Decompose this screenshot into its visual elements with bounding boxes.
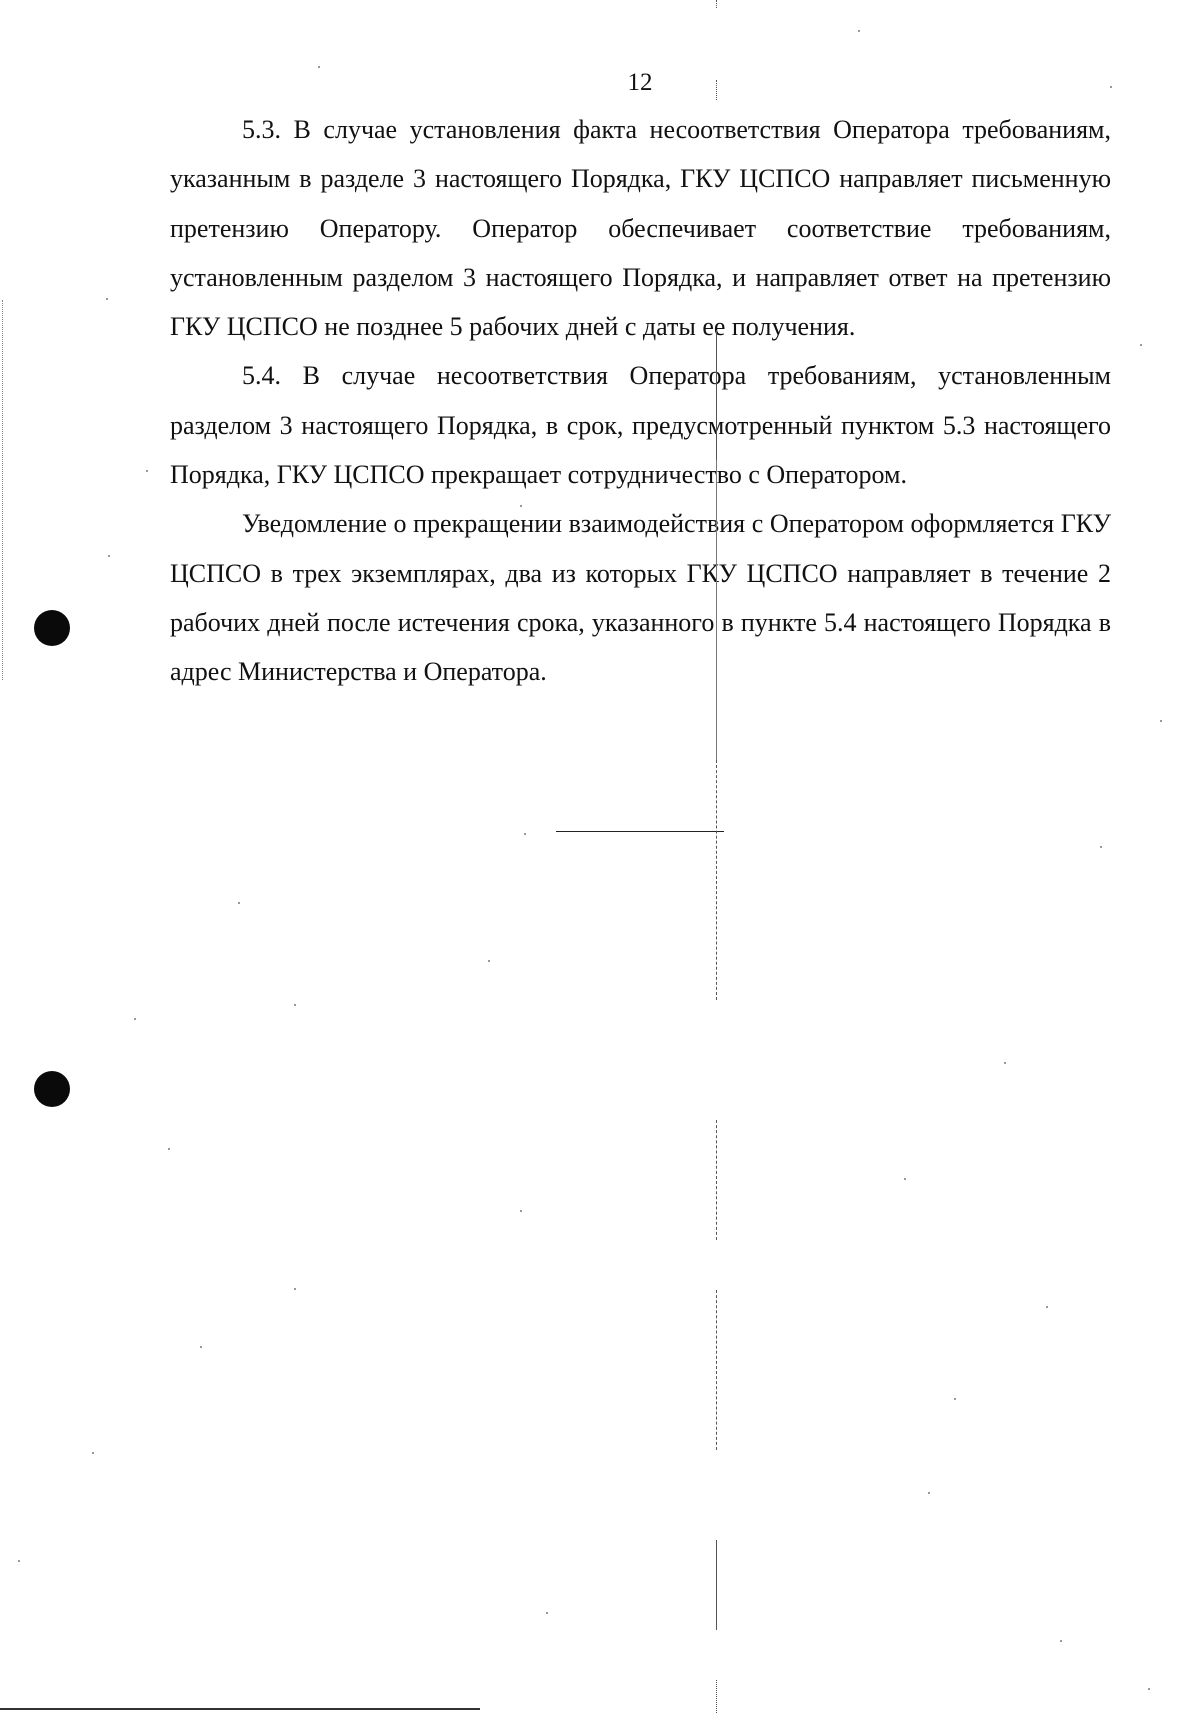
scan-speck: [488, 960, 490, 962]
scan-speck: [858, 30, 860, 32]
scan-speck: [904, 1178, 906, 1180]
scan-speck: [1004, 1062, 1006, 1064]
scan-speck: [928, 1492, 930, 1494]
scan-streak: [716, 1120, 717, 1240]
scan-speck: [1160, 720, 1162, 722]
paragraph-notification: Уведомление о прекращении взаимодействия с Оператором оформляется ГКУ ЦСПСО в трех экземплярах, два из которых ГКУ ЦСПСО направляет в течение 2 рабочих дней после истечения срока, указанного в пункте 5.4 настоящего Порядка в адрес Министерства и Оператора.: [170, 509, 1111, 687]
scan-speck: [1148, 1688, 1150, 1690]
punch-hole: [34, 610, 70, 646]
punch-hole: [34, 1071, 70, 1107]
scan-speck: [200, 1346, 202, 1348]
scan-edge-bottom: [0, 1708, 480, 1710]
scan-streak: [716, 460, 717, 760]
scan-speck: [108, 555, 110, 557]
scan-speck: [168, 1148, 170, 1150]
paragraph-5-4: 5.4. В случае несоответствия Оператора требованиям, установленным разделом 3 настоящего Порядка, в срок, предусмотренный пунктом 5.3 настоящего Порядка, ГКУ ЦСПСО прекращает сотрудничество с Оператором.: [170, 361, 1111, 490]
scan-speck: [1046, 1306, 1048, 1308]
document-body: [170, 105, 1111, 697]
scan-speck: [92, 1452, 94, 1454]
scan-streak: [716, 1290, 717, 1450]
page-number: 12: [627, 69, 653, 96]
scan-streak: [716, 80, 717, 100]
scan-speck: [1110, 86, 1112, 88]
scan-speck: [520, 1210, 522, 1212]
scan-streak: [716, 0, 717, 8]
scan-speck: [106, 298, 108, 300]
scan-speck: [146, 470, 148, 472]
scan-speck: [520, 505, 522, 507]
scan-streak: [716, 760, 717, 1000]
scan-edge-left: [2, 300, 3, 680]
scan-speck: [18, 1560, 20, 1562]
scan-speck: [294, 1288, 296, 1290]
scan-speck: [1140, 344, 1142, 346]
scan-speck: [238, 902, 240, 904]
scan-speck: [546, 1612, 548, 1614]
scan-streak: [716, 1540, 717, 1630]
scan-speck: [318, 66, 320, 68]
scan-speck: [294, 1004, 296, 1006]
scan-speck: [134, 1018, 136, 1020]
scan-speck: [1100, 846, 1102, 848]
scan-streak: [716, 330, 717, 460]
scan-streak: [716, 1680, 717, 1713]
paragraph-5-3: 5.3. В случае установления факта несоответствия Оператора требованиям, указанным в разделе 3 настоящего Порядка, ГКУ ЦСПСО направляет письменную претензию Оператору. Оператор обеспечивает соответствие требованиям, установленным разделом 3 настоящего Порядка, и направляет ответ на претензию ГКУ ЦСПСО не позднее 5 рабочих дней с даты ее получения.: [170, 115, 1111, 342]
scan-speck: [1060, 1640, 1062, 1642]
scan-speck: [524, 833, 526, 835]
end-of-text-rule: [556, 831, 724, 832]
scan-speck: [954, 1398, 956, 1400]
